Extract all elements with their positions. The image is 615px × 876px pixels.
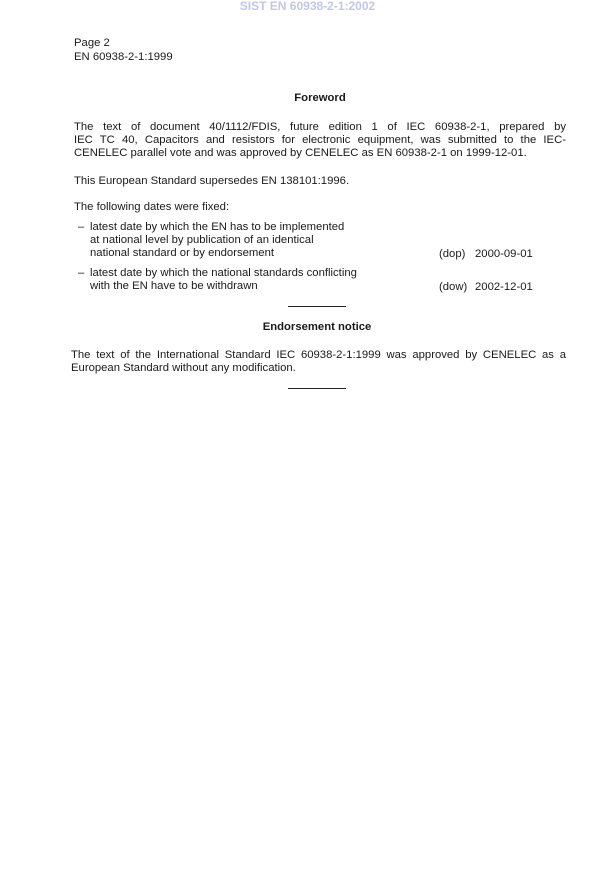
dash: – [78, 267, 85, 279]
date-value: 2002-12-01 [475, 281, 533, 293]
foreword-paragraph-line: IEC TC 40, Capacitors and resistors for electronic equipment, was submitted to the IEC- [74, 134, 566, 146]
date-item-text: at national level by publication of an identical [90, 234, 314, 246]
endorsement-line: The text of the International Standard IEC 60938-2-1:1999 was approved by CENELEC as a [71, 349, 566, 361]
date-code: (dow) [439, 281, 468, 293]
supersedes-paragraph: This European Standard supersedes EN 138101:1996. [74, 175, 350, 187]
date-value: 2000-09-01 [475, 248, 533, 260]
dates-intro: The following dates were fixed: [74, 201, 230, 213]
date-item-text: with the EN have to be withdrawn [90, 280, 258, 292]
foreword-paragraph-line: The text of document 40/1112/FDIS, future edition 1 of IEC 60938-2-1, prepared by [74, 121, 566, 133]
watermark: SIST EN 60938-2-1:2002 [239, 0, 376, 13]
date-item-text: latest date by which the EN has to be implemented [90, 221, 345, 233]
divider [288, 388, 346, 389]
date-item-text: latest date by which the national standards conflicting [90, 267, 357, 279]
divider [288, 306, 346, 307]
page-number: Page 2 [74, 37, 110, 49]
endorsement-line: European Standard without any modification. [71, 362, 296, 374]
date-item-text: national standard or by endorsement [90, 247, 275, 259]
endorsement-heading: Endorsement notice [262, 321, 372, 333]
dash: – [78, 221, 85, 233]
foreword-heading: Foreword [294, 92, 346, 104]
foreword-paragraph-line: CENELEC parallel vote and was approved by CENELEC as EN 60938-2-1 on 1999-12-01. [74, 147, 527, 159]
document-number: EN 60938-2-1:1999 [74, 51, 173, 63]
date-code: (dop) [439, 248, 466, 260]
